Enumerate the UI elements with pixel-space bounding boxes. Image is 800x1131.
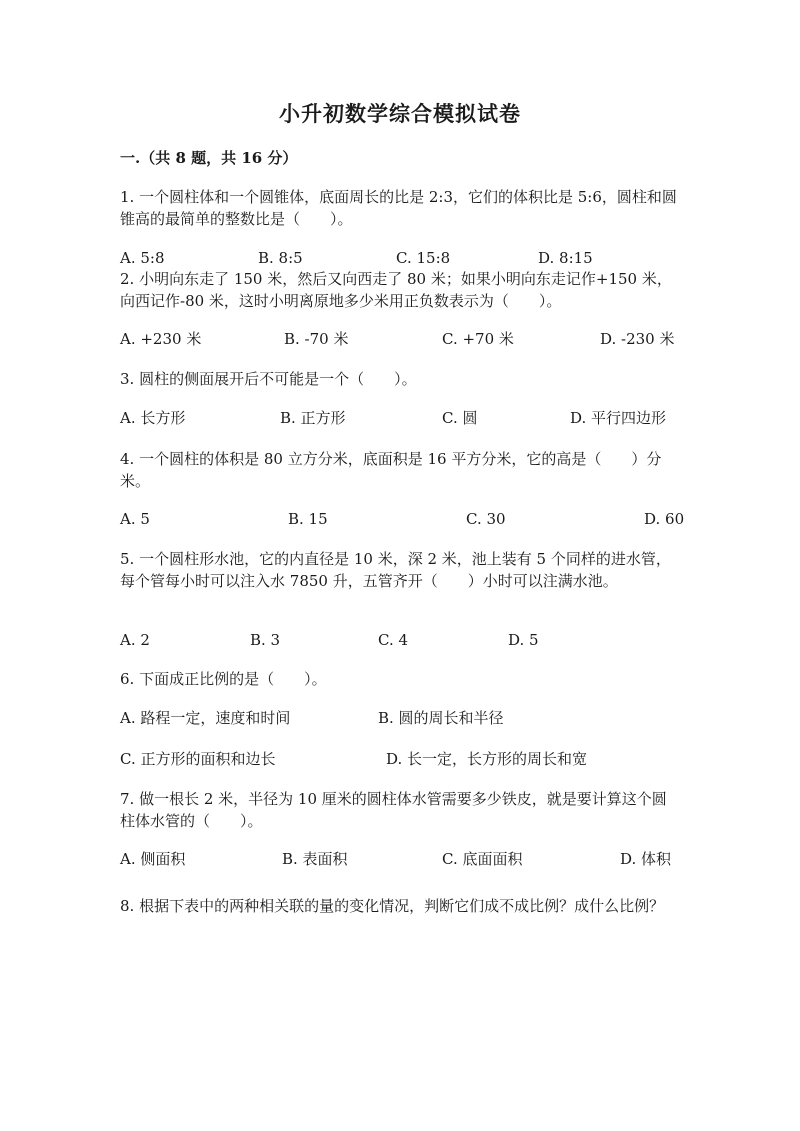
option-b: B. 15	[288, 510, 328, 528]
question-2-options	[120, 328, 680, 350]
option-b: B. 圆的周长和半径	[378, 709, 504, 727]
option-d: D. 长一定，长方形的周长和宽	[386, 750, 588, 768]
question-4-text: 4. 一个圆柱的体积是 80 立方分米，底面积是 16 平方分米，它的高是（ ）分米。	[120, 450, 662, 490]
question-5-text: 5. 一个圆柱形水池，它的内直径是 10 米，深 2 米，池上装有 5 个同样的进水管，每个管每小时可以注入水 7850 升，五管齐开（ ）小时可以注满水池。	[120, 550, 671, 590]
option-a: A. 长方形	[120, 409, 186, 427]
option-d: D. 平行四边形	[570, 409, 667, 427]
option-c: C. +70 米	[442, 330, 514, 348]
option-d: D. 5	[508, 631, 539, 649]
option-a: A. +230 米	[120, 330, 202, 348]
option-b: B. 正方形	[280, 409, 346, 427]
question-7-text: 7. 做一根长 2 米，半径为 10 厘米的圆柱体水管需要多少铁皮，就是要计算这个圆柱体水管的（ ）。	[120, 790, 667, 830]
option-d: D. 体积	[620, 850, 672, 868]
question-7-options	[120, 848, 680, 870]
question-3-options	[120, 407, 680, 429]
option-d: D. 8:15	[538, 249, 593, 267]
question-3-text: 3. 圆柱的侧面展开后不可能是一个（ ）。	[120, 370, 417, 388]
question-6-text: 6. 下面成正比例的是（ ）。	[120, 670, 327, 688]
question-1-options	[120, 247, 680, 269]
option-a: A. 侧面积	[120, 850, 186, 868]
question-6-options-row-1	[120, 707, 680, 729]
question-5-options	[120, 629, 680, 651]
question-2-text: 2. 小明向东走了 150 米，然后又向西走了 80 米；如果小明向东走记作+150 米，向西记作-80 米，这时小明离原地多少米用正负数表示为（ ）。	[120, 270, 672, 310]
page-title: 小升初数学综合模拟试卷	[279, 101, 521, 126]
option-b: B. 表面积	[282, 850, 348, 868]
option-c: C. 15:8	[396, 249, 451, 267]
option-b: B. -70 米	[284, 330, 349, 348]
option-a: A. 5	[120, 510, 150, 528]
option-b: B. 3	[250, 631, 281, 649]
question-4-options	[120, 508, 685, 530]
question-8-text: 8. 根据下表中的两种相关联的量的变化情况，判断它们成不成比例？成什么比例？	[120, 897, 665, 915]
question-1-text: 1. 一个圆柱体和一个圆锥体，底面周长的比是 2:3，它们的体积比是 5:6，圆柱和圆锥高的最简单的整数比是（ ）。	[120, 188, 677, 228]
option-a: A. 5:8	[120, 249, 165, 267]
option-c: C. 4	[378, 631, 409, 649]
option-d: D. 60	[644, 510, 685, 528]
option-a: A. 2	[120, 631, 150, 649]
option-c: C. 底面面积	[442, 850, 523, 868]
option-a: A. 路程一定，速度和时间	[120, 709, 291, 727]
option-c: C. 正方形的面积和边长	[120, 750, 276, 768]
option-b: B. 8:5	[258, 249, 303, 267]
option-d: D. -230 米	[600, 330, 675, 348]
option-c: C. 30	[466, 510, 506, 528]
question-6-options-row-2	[120, 748, 680, 770]
option-c: C. 圆	[442, 409, 478, 427]
section-heading: 一.（共 8 题，共 16 分）	[120, 149, 298, 167]
